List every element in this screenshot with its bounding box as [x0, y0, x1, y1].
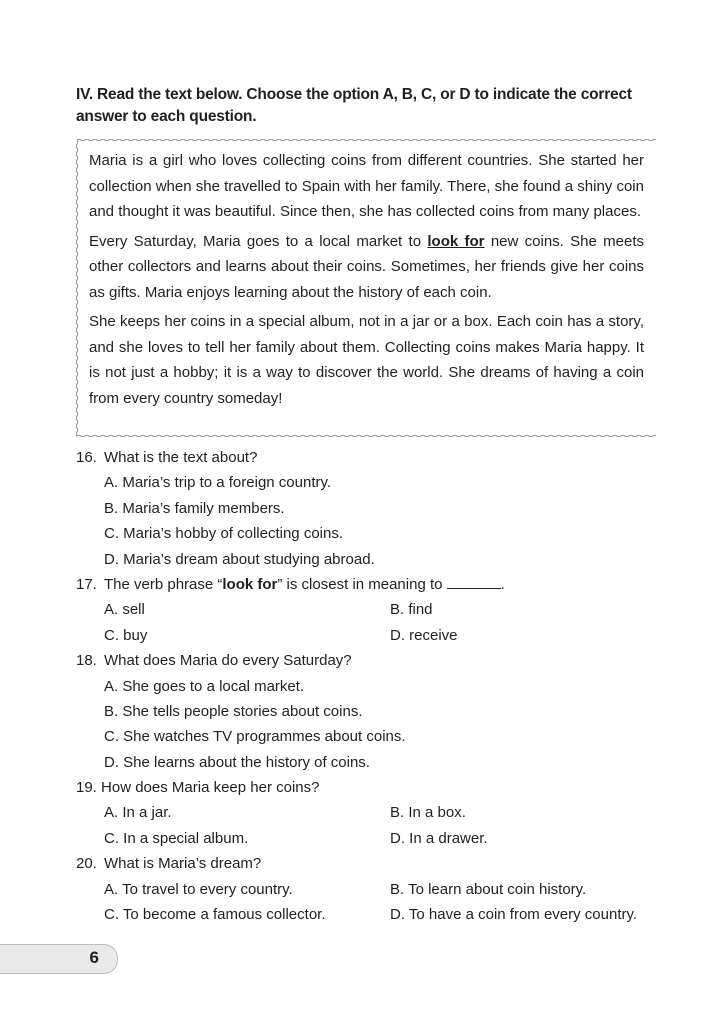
question-text: What is the text about? [104, 449, 258, 466]
question-number: 19. [76, 779, 97, 797]
options-row [76, 800, 676, 825]
question-text: What is Maria’s dream? [104, 855, 262, 873]
option-18a[interactable]: A. She goes to a local market. [104, 677, 305, 695]
question-number: 20. [76, 855, 97, 873]
options-row [76, 597, 676, 622]
option-16b[interactable]: B. Maria’s family members. [104, 499, 285, 517]
option-19d[interactable]: D. In a drawer. [390, 829, 488, 847]
question-20 [76, 851, 676, 876]
question-number: 18. [76, 652, 97, 670]
option-16a[interactable]: A. Maria’s trip to a foreign country. [104, 474, 332, 492]
passage-paragraph-2 [89, 229, 644, 306]
option-20d[interactable]: D. To have a coin from every country. [390, 906, 638, 924]
question-number: 16. [76, 449, 97, 466]
option-17b[interactable]: B. find [390, 601, 433, 619]
option-20a[interactable]: A. To travel to every country. [104, 880, 293, 898]
option-19a[interactable]: A. In a jar. [104, 804, 172, 822]
page-number-tab [0, 944, 118, 974]
passage-paragraph-1: Maria is a girl who loves collecting coins from different countries. She started her collection when she travelled to Spain with her family. There, she found a shiny coin and thought it was beautiful. Since then, she has collected coins from many places. [89, 152, 644, 220]
option-20b[interactable]: B. To learn about coin history. [390, 880, 587, 898]
option-18c[interactable]: C. She watches TV programmes about coins. [104, 728, 406, 746]
question-text: ” is closest in meaning to [277, 575, 447, 593]
highlighted-phrase: look for [427, 232, 485, 250]
question-keyword: look for [222, 575, 278, 593]
option-18d[interactable]: D. She learns about the history of coins. [104, 753, 370, 771]
options-row [76, 623, 676, 648]
page-number: 6 [89, 948, 99, 967]
answer-blank [447, 574, 501, 589]
option-20c[interactable]: C. To become a famous collector. [104, 906, 326, 924]
question-list [76, 445, 676, 927]
passage-paragraph-3: She keeps her coins in a special album, not in a jar or a box. Each coin has a story, and she loves to tell her family about them. Collecting coins makes Maria happy. It is not just a hobby; it is a way to discover the world. She dreams of having a coin from every country someday! [89, 313, 644, 407]
paragraph-text: new coins. She meets other collectors and learns about their coins. Sometimes, her friends give her coins as gifts. Maria enjoys learning about the history of each coin. [89, 232, 645, 301]
question-text: How does Maria keep her coins? [101, 779, 320, 797]
question-16 [76, 445, 676, 470]
options-row [76, 877, 676, 902]
option-16c[interactable]: C. Maria’s hobby of collecting coins. [104, 525, 344, 543]
question-text: What does Maria do every Saturday? [104, 652, 352, 670]
option-16d[interactable]: D. Maria’s dream about studying abroad. [104, 550, 375, 568]
option-17d[interactable]: D. receive [390, 626, 458, 644]
option-17c[interactable]: C. buy [104, 626, 148, 644]
option-19b[interactable]: B. In a box. [390, 804, 466, 822]
question-18 [76, 648, 676, 673]
options-row [76, 902, 676, 927]
paragraph-text: Every Saturday, Maria goes to a local market to [89, 232, 428, 250]
question-19 [76, 775, 676, 800]
options-row [76, 826, 676, 851]
option-18b[interactable]: B. She tells people stories about coins. [104, 702, 363, 720]
question-17 [76, 572, 676, 597]
question-number: 17. [76, 575, 97, 593]
reading-passage-box [76, 139, 656, 437]
question-text: The verb phrase “ [104, 575, 223, 593]
option-17a[interactable]: A. sell [104, 601, 145, 619]
question-text: . [500, 575, 505, 593]
section-heading: IV. Read the text below. Choose the option A, B, C, or D to indicate the correct answer to each question. [76, 86, 632, 125]
option-19c[interactable]: C. In a special album. [104, 829, 249, 847]
